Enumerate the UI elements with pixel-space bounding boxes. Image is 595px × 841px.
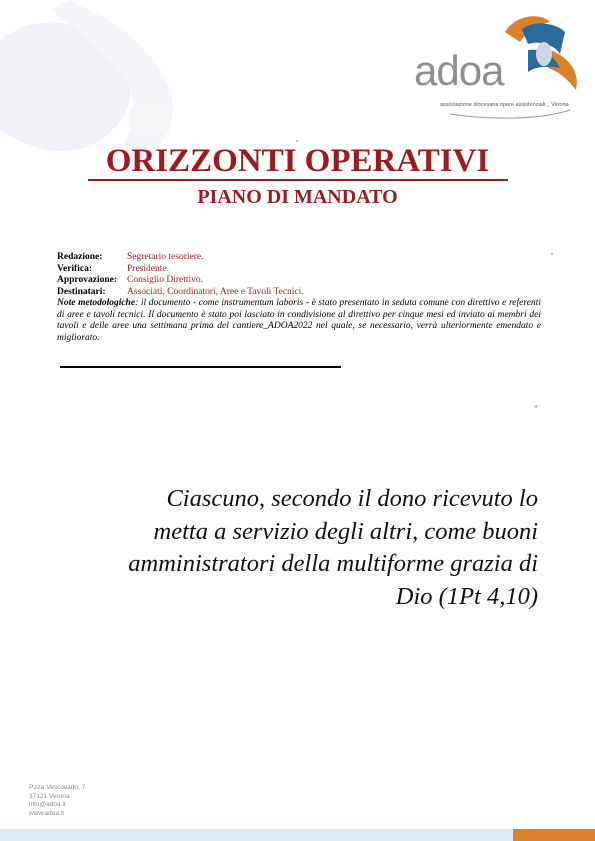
meta-value: Segretario tesoriere. [127,252,204,262]
footer-website: www.adoa.it [29,809,65,817]
footer-email: info@adoa.it [29,801,66,809]
quote-mark: " [534,404,538,414]
logo-tagline: associazione diocesana opere assistenziali _ Verona [440,102,569,108]
quote-line: metta a servizio degli altri, come buoni [153,517,538,545]
logo-wordmark: adoa [414,47,504,94]
quote-line: Dio (1Pt 4,10) [395,582,538,610]
document-subtitle: PIANO DI MANDATO [197,186,398,208]
meta-label: Destinatari: [57,286,106,297]
meta-value: Consiglio Direttivo. [127,275,203,285]
footer-city: 37121 Verona [29,792,70,800]
footer-address: P.zza Vescovado, 7 [29,784,86,791]
quote-line: amministratori della multiforme grazia di [128,550,538,577]
footer-contacts [29,784,85,818]
meta-value: Presidente. [127,263,169,274]
meta-destinatari [57,287,541,299]
adoa-logo [410,10,585,120]
meta-value: Associati, Coordinatori, Aree e Tavoli Tecnici. [127,286,304,297]
meta-verifica [57,264,541,276]
title-underline [88,179,508,181]
decorative-dot [551,253,553,255]
meta-note [57,298,541,344]
decorative-dot [296,140,298,142]
meta-redazione [57,252,541,264]
meta-approvazione [57,275,541,287]
document-metadata [57,252,541,344]
meta-label: Verifica: [57,263,92,274]
document-title: ORIZZONTI OPERATIVI [105,143,490,179]
meta-label: Redazione: [57,252,103,262]
footer-bar [0,829,595,841]
separator-rule [60,366,341,368]
meta-label: Approvazione: [57,275,117,285]
scripture-quote [60,483,538,613]
footer-bar-accent [513,829,595,841]
quote-line: Ciascuno, secondo il dono ricevuto lo [166,485,538,512]
meta-note-text: : il documento - come instrumentum laboris - è stato presentato in seduta comune con direttivo e referenti di aree e tavoli tecnici. Il documento è stato poi lasciato in condivisione al direttivo per cinque mesi ed inviato ai membri dei tavoli e delle aree una settimana prima del cantiere_ADOA2022 nel quale, se necessario, verrà ulteriormente emendato e migliorato. [57,298,541,343]
meta-note-label: Note metodologiche [57,298,136,308]
